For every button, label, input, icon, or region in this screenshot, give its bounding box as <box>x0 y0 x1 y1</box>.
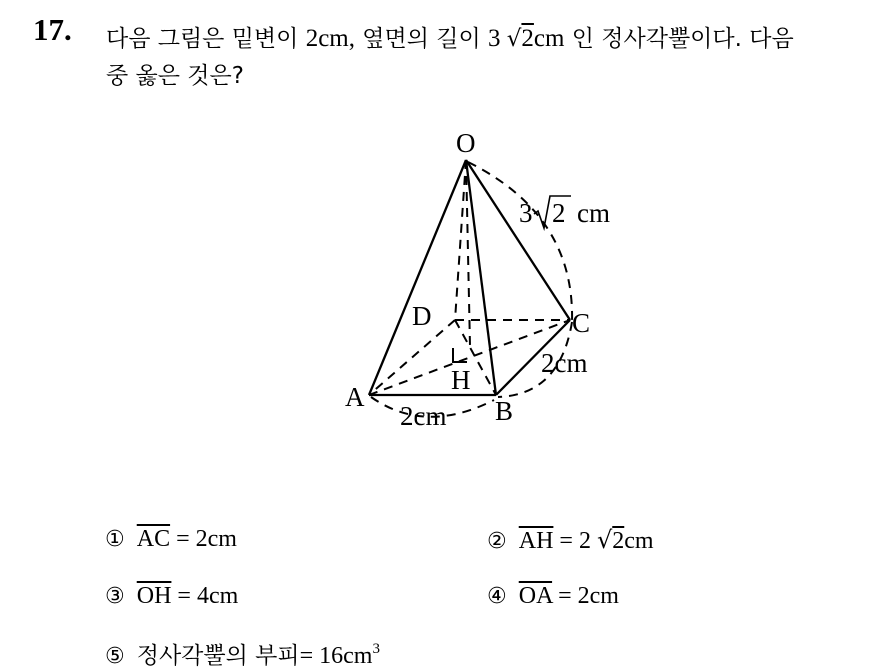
choice-5-value: = 16cm <box>299 643 373 669</box>
choice-4-marker: ④ <box>487 584 507 609</box>
choice-3-segment: $\overline{OH}$ <box>136 583 172 609</box>
choice-4-segment: $\overline{OA}$ <box>518 583 553 609</box>
base-length: 2cm, <box>305 25 355 52</box>
choice-2[interactable] <box>487 526 654 555</box>
edge-length-radicand: 2 <box>552 198 566 228</box>
edge-radicand: 2 <box>521 25 534 52</box>
pyramid-figure <box>330 120 640 440</box>
choice-1-marker: ① <box>105 527 125 552</box>
question-text-a: 다음 그림은 밑변이 <box>106 26 306 52</box>
edge-length-coef: 3 <box>519 198 533 228</box>
choice-5-exponent: 3 <box>372 641 380 657</box>
choice-2-sqrt: √ <box>596 526 613 554</box>
edge-OB <box>466 160 496 395</box>
choice-2-value-a: = 2 <box>553 528 597 554</box>
choice-2-unit: cm <box>624 528 654 554</box>
choice-3-marker: ③ <box>105 584 125 609</box>
edge-length-unit: cm <box>577 198 610 228</box>
edge-OA <box>369 160 466 395</box>
choice-4[interactable] <box>487 583 619 610</box>
choice-1-segment: $\overline{AC}$ <box>136 526 171 552</box>
choice-1[interactable] <box>105 526 237 553</box>
edge-unit: cm <box>533 25 565 52</box>
question-text-c: 옆면의 길이 <box>354 26 489 52</box>
ab-length-label: 2cm <box>400 401 447 431</box>
edge-DA <box>369 320 455 395</box>
choice-4-value: = 2cm <box>552 583 619 609</box>
vertex-D-label: D <box>412 301 432 331</box>
foot-H-label: H <box>451 365 471 395</box>
choice-3[interactable] <box>105 583 238 610</box>
question-text-line-1 <box>106 20 794 53</box>
choice-1-value: = 2cm <box>170 526 237 552</box>
bc-length-label: 2cm <box>541 348 588 378</box>
edge-coefficient: 3 <box>488 25 501 52</box>
question-text-g: 인 정사각뿔이다. 다음 <box>564 26 794 52</box>
vertex-B-label: B <box>495 396 514 426</box>
vertex-O-label: O <box>456 128 476 158</box>
question-number: 17. <box>33 12 72 47</box>
choice-5-text: 정사각뿔의 부피 <box>136 643 300 669</box>
choice-2-segment: $\overline{AH}$ <box>518 528 554 554</box>
vertex-C-label: C <box>572 308 591 338</box>
sqrt-symbol: √ <box>506 26 522 52</box>
question-text-line-2: 중 옳은 것은? <box>106 63 244 89</box>
vertex-A-label: A <box>345 382 365 412</box>
choice-2-marker: ② <box>487 529 507 554</box>
choice-2-radicand: 2 <box>612 528 625 554</box>
choice-5-marker: ⑤ <box>105 644 125 669</box>
choice-5[interactable] <box>105 637 380 670</box>
choice-3-value: = 4cm <box>171 583 239 609</box>
